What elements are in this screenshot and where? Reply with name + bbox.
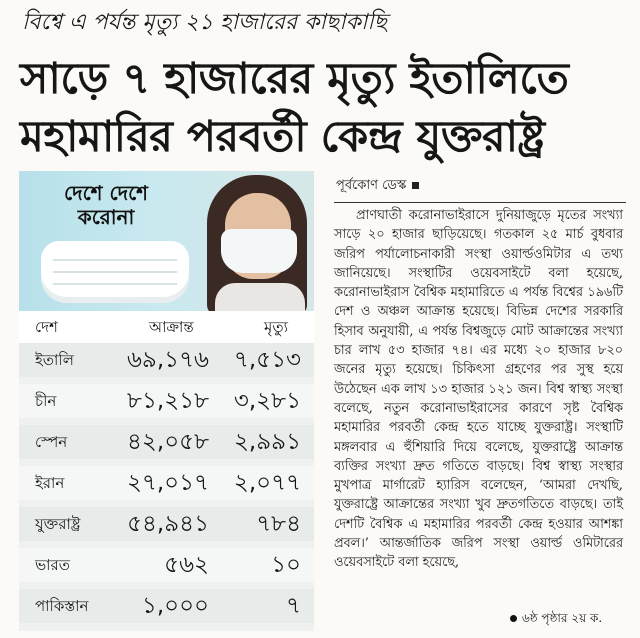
row-infected: ৪২,০৫৮ [127,429,209,455]
woman-shirt [215,283,305,311]
kicker: বিশ্বে এ পর্যন্ত মৃত্যু ২১ হাজারের কাছাকাছি [22,10,388,35]
divider [334,202,626,203]
row-deaths: ৩,২৮১ [233,388,301,414]
row-infected: ৫৬২ [164,552,209,578]
row-country: স্পেন [35,433,68,451]
row-deaths: ২,৯৯১ [233,429,301,455]
row-deaths: ১০ [271,552,301,578]
table-row [19,343,314,377]
row-country: পাকিস্তান [35,597,89,615]
headline-line-2: মহামারির পরবর্তী কেন্দ্র যুক্তরাষ্ট্র [20,112,545,162]
row-deaths: ৭ [286,593,301,619]
bullet-icon [510,615,517,622]
row-deaths: ২,০৭৭ [233,470,301,496]
infographic-panel [19,171,314,631]
row-deaths: ৭,৫১৩ [233,347,301,373]
row-country: যুক্তরাষ্ট্র [35,515,81,533]
table-row [19,548,314,582]
continued-label: ৬ষ্ঠ পৃষ্ঠার ২য় ক. [522,611,603,625]
row-infected: ১,০০০ [141,593,209,619]
row-infected: ৬৯,১৭৬ [126,347,209,373]
row-country: ইরান [35,474,65,492]
table-body [19,343,314,631]
continued-note [510,610,602,626]
table-row [19,589,314,623]
infographic-hero [19,171,314,311]
woman-mask [221,229,297,273]
table-row [19,507,314,541]
headline-line-1: সাড়ে ৭ হাজারের মৃত্যু ইতালিতে [20,54,569,104]
col-deaths: মৃত্যু [264,318,288,336]
col-country: দেশ [35,318,58,336]
row-infected: ৮১,২১৮ [127,388,209,414]
table-row [19,466,314,500]
desk-label: পূর্বকোণ ডেস্ক [336,178,407,193]
row-country: ইতালি [35,351,74,369]
row-country: চীন [35,392,57,410]
infographic-badge [31,181,181,241]
face-mask-illustration [41,241,189,303]
square-bullet-icon [412,182,419,189]
table-header [19,311,314,343]
table-row [19,425,314,459]
badge-line-1: দেশে দেশে [64,181,148,205]
row-infected: ৫৪,৯৪১ [127,511,209,537]
row-infected: ২৭,০১৭ [126,470,209,496]
article-body: প্রাণঘাতী করোনাভাইরাসে দুনিয়াজুড়ে মৃতের সংখ্যা সাড়ে ২০ হাজার ছাড়িয়েছে। গতকাল ২৫ মার্চ বুধবার জরিপ পর্যালোচনাকারী সংস্থা ওয়ার্ল্ডওমিটার এ তথ্য জানিয়েছে। সংস্থাটির ওয়েবসাইটে বলা হয়েছে, করোনাভাইরাস বৈশ্বিক মহামারিতে এ পর্যন্ত বিশ্বের ১৯৬টি দেশ ও অঞ্চল আক্রান্ত হয়েছে। বিভিন্ন দেশের সরকারি হিসাব অনুযায়ী, এ পর্যন্ত বিশ্বজুড়ে মোট আক্রান্তের সংখ্যা চার লাখ ৫৩ হাজার ৭৪। এর মধ্যে ২০ হাজার ৮২০ জনের মৃত্যু হয়েছে। চিকিৎসা গ্রহণের পর সুস্থ হয়ে উঠেছেন এক লাখ ১৩ হাজার ১২১ জন। বিশ্ব স্বাস্থ্য সংস্থা বলেছে, নতুন করোনাভাইরাসের কারণে সৃষ্ট বৈশ্বিক মহামারির পরবর্তী কেন্দ্র হতে যাচ্ছে যুক্তরাষ্ট্র। সংস্থাটি মঙ্গলবার এ হুঁশিয়ারি দিয়ে বলেছে, যুক্তরাষ্ট্রে আক্রান্ত ব্যক্তির সংখ্যা দ্রুত গতিতে বাড়ছে। বিশ্ব স্বাস্থ্য সংস্থার মুখপাত্র মার্গারেট হ্যারিস বলেছেন, ‘আমরা দেখছি, যুক্তরাষ্ট্রে আক্রান্তের সংখ্যা খুব দ্রুতগতিতে বাড়ছে। তাই দেশটি বৈশ্বিক এ মহামারির পরবর্তী কেন্দ্র হওয়ার আশঙ্কা প্রবল।’ আন্তর্জাতিক জরিপ সংস্থা ওয়ার্ল্ড ওমিটারের ওয়েবসাইটে বলা হয়েছে, [334,208,623,571]
badge-line-2: করোনা [77,205,135,229]
row-deaths: ৭৮৪ [256,511,301,537]
table-row [19,384,314,418]
desk-credit [336,176,419,196]
row-country: ভারত [35,556,71,574]
col-infected: আক্রান্ত [149,318,194,336]
